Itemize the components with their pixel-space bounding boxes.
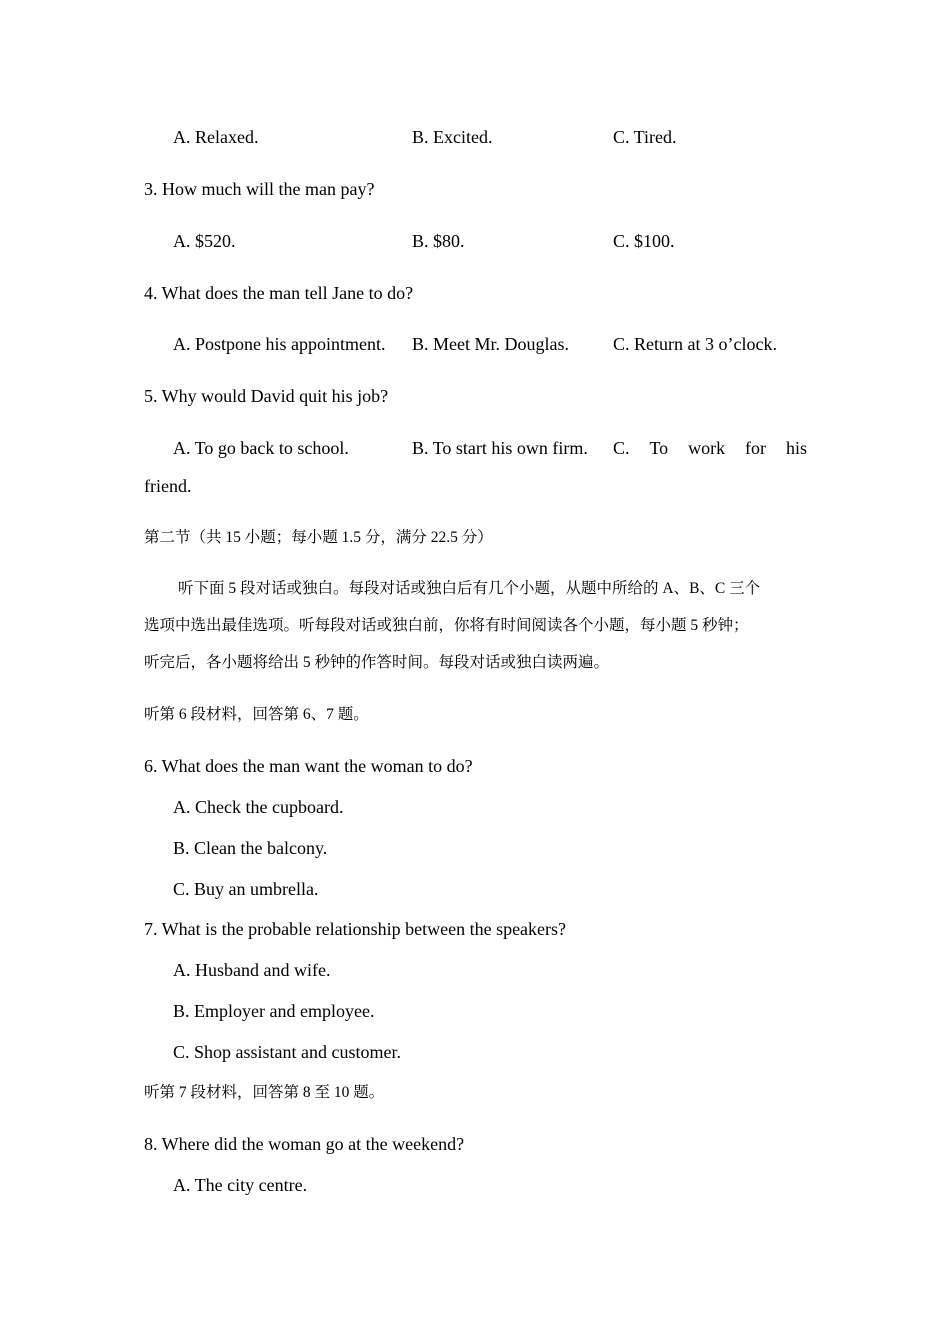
q7-option: B. Employer and employee. — [173, 1001, 375, 1021]
section-2-instructions-line: 选项中选出最佳选项。听每段对话或独白前，你将有时间阅读各个小题，每小题 5 秒钟； — [144, 617, 749, 634]
q4-option-b: B. Meet Mr. Douglas. — [412, 334, 569, 354]
q5-option-c-word: his — [785, 438, 807, 458]
q5-option-c-word: for — [745, 438, 767, 458]
question-3: 3. How much will the man pay? — [144, 179, 375, 199]
section-2-heading: 第二节（共 15 小题；每小题 1.5 分，满分 22.5 分） — [144, 529, 493, 546]
q5-option-a: A. To go back to school. — [173, 438, 349, 458]
section-2-instructions-line: 听完后，各小题将给出 5 秒钟的作答时间。每段对话或独白读两遍。 — [144, 654, 610, 671]
q5-option-c-continuation: friend. — [144, 476, 192, 496]
q5-option-c-word: work — [688, 438, 726, 458]
question-7: 7. What is the probable relationship between the speakers? — [144, 919, 567, 939]
q3-option-a: A. $520. — [173, 231, 236, 251]
q5-option-b: B. To start his own firm. — [412, 438, 588, 458]
q4-option-c: C. Return at 3 o’clock. — [613, 334, 777, 354]
q5-option-c-word: To — [649, 438, 669, 458]
q2-option-b: B. Excited. — [412, 127, 493, 147]
q5-option-c — [613, 437, 807, 459]
q4-option-a: A. Postpone his appointment. — [173, 334, 386, 354]
q7-option: C. Shop assistant and customer. — [173, 1042, 401, 1062]
q2-option-c: C. Tired. — [613, 127, 677, 147]
q3-option-c: C. $100. — [613, 231, 675, 251]
q3-option-b: B. $80. — [412, 231, 465, 251]
q7-option: A. Husband and wife. — [173, 960, 331, 980]
q2-option-a: A. Relaxed. — [173, 127, 259, 147]
passage-6-label: 听第 6 段材料，回答第 6、7 题。 — [144, 706, 369, 723]
q6-option: C. Buy an umbrella. — [173, 879, 319, 899]
question-4: 4. What does the man tell Jane to do? — [144, 283, 414, 303]
q6-option: A. Check the cupboard. — [173, 797, 344, 817]
q6-option: B. Clean the balcony. — [173, 838, 328, 858]
passage-7-label: 听第 7 段材料，回答第 8 至 10 题。 — [144, 1084, 385, 1101]
q5-option-c-word: C. — [613, 438, 630, 458]
q8-option: A. The city centre. — [173, 1175, 308, 1195]
section-2-instructions-line: 听下面 5 段对话或独白。每段对话或独白后有几个小题，从题中所给的 A、B、C 三个 — [178, 580, 761, 597]
question-8: 8. Where did the woman go at the weekend? — [144, 1134, 465, 1154]
question-5: 5. Why would David quit his job? — [144, 386, 389, 406]
question-6: 6. What does the man want the woman to do? — [144, 756, 473, 776]
